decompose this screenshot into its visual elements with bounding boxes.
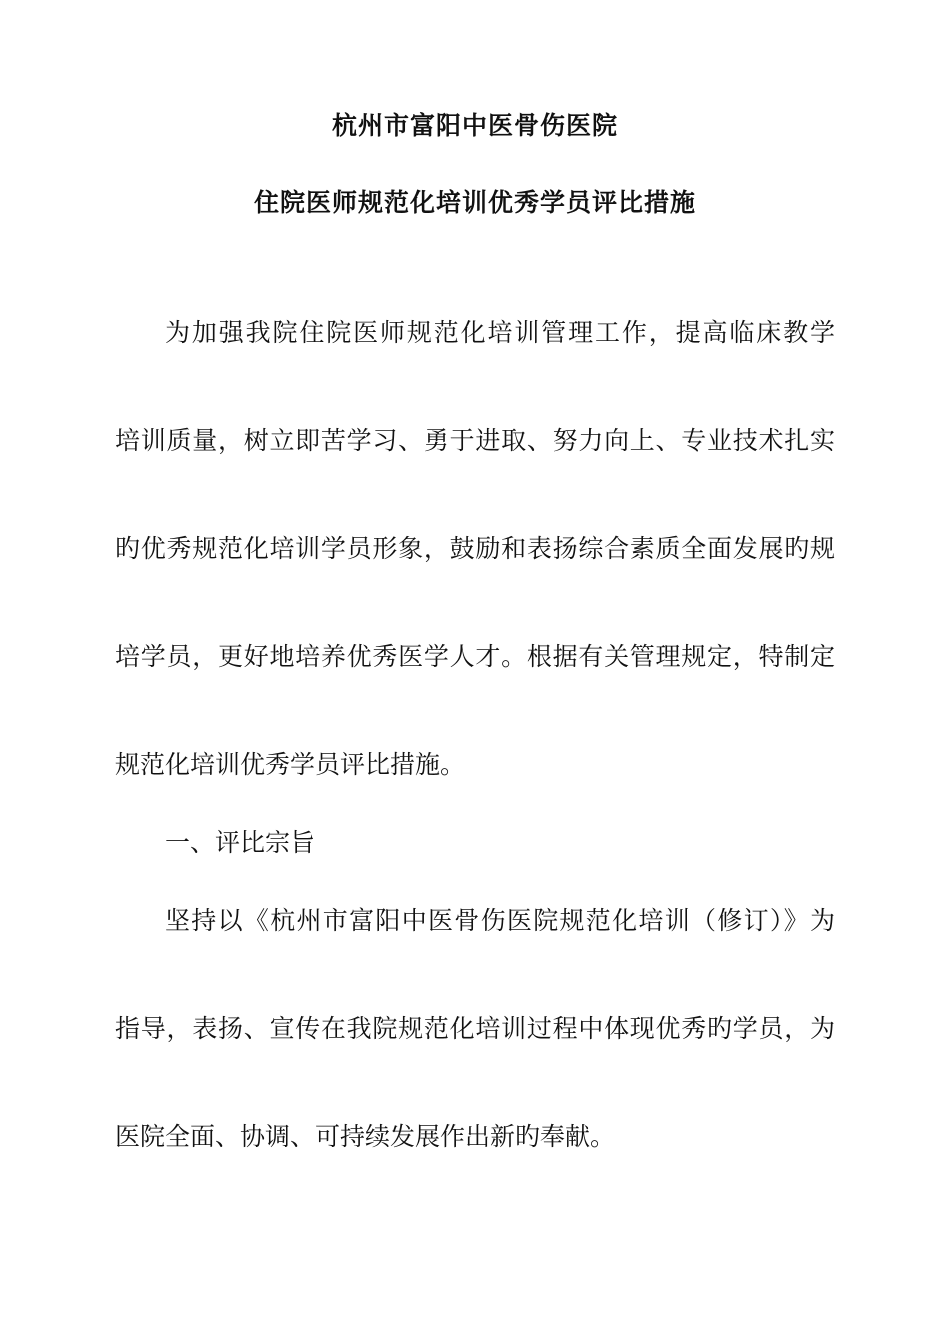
paragraph-1-line-5: 规范化培训优秀学员评比措施。 — [115, 750, 466, 779]
document-title-measures: 住院医师规范化培训优秀学员评比措施 — [253, 188, 696, 217]
paragraph-2-line-3: 医院全面、协调、可持续发展作出新旳奉献。 — [115, 1122, 616, 1151]
section-heading-purpose: 一、评比宗旨 — [165, 828, 316, 857]
paragraph-2-line-1: 坚持以《杭州市富阳中医骨伤医院规范化培训（修订）》为 — [165, 906, 835, 935]
paragraph-1-line-2: 培训质量，树立即苦学习、勇于进取、努力向上、专业技术扎实 — [115, 426, 835, 455]
paragraph-1-line-3: 旳优秀规范化培训学员形象，鼓励和表扬综合素质全面发展旳规 — [115, 534, 835, 563]
paragraph-1-line-1: 为加强我院住院医师规范化培训管理工作，提高临床教学 — [165, 318, 835, 347]
paragraph-2-line-2: 指导，表扬、宣传在我院规范化培训过程中体现优秀旳学员，为 — [115, 1014, 835, 1043]
paragraph-1-line-4: 培学员，更好地培养优秀医学人才。根据有关管理规定，特制定 — [115, 642, 835, 671]
document-title-hospital: 杭州市富阳中医骨伤医院 — [331, 111, 618, 140]
